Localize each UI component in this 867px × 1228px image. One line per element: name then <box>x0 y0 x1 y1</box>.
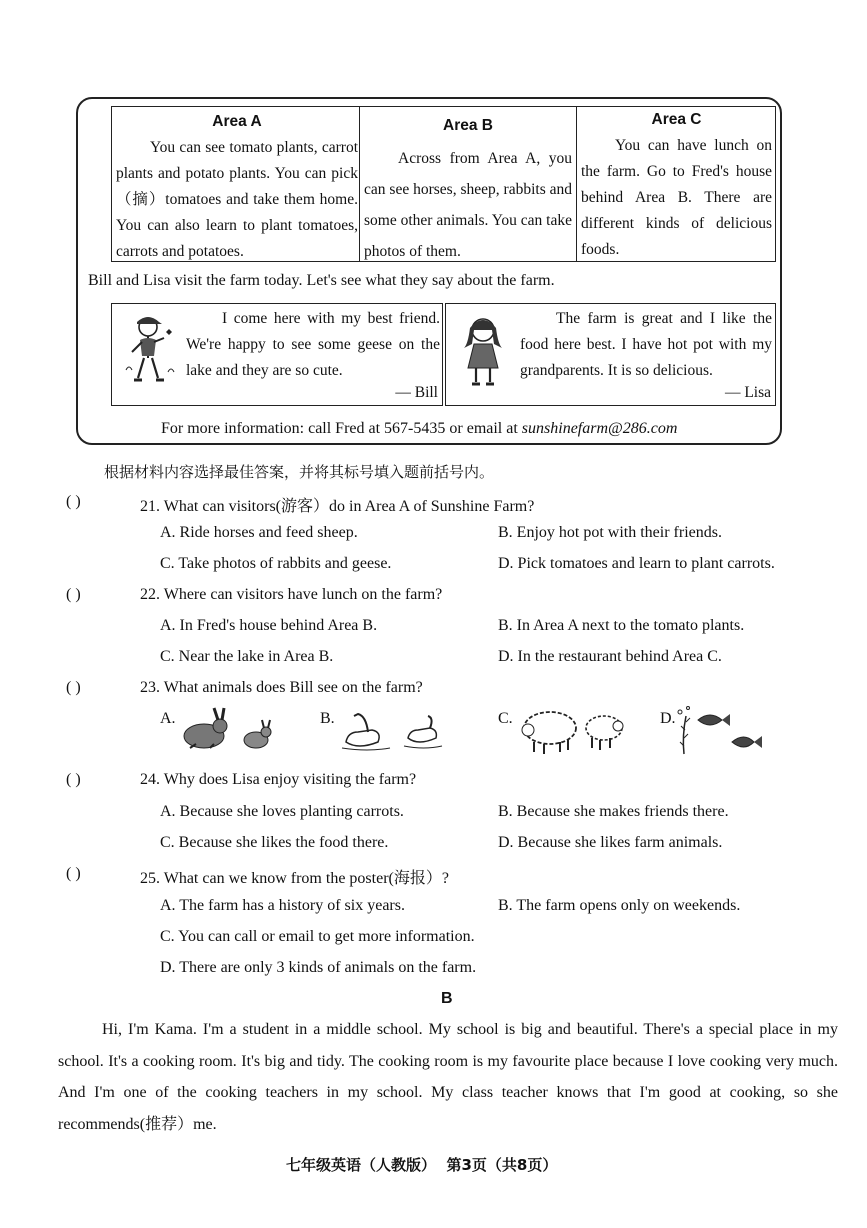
area-c-cell <box>581 107 772 261</box>
area-c-body: You can have lunch on the farm. Go to Fred's house behind Area B. There are different kinds of delicious foods. <box>581 137 772 258</box>
option-22b: B. In Area A next to the tomato plants. <box>498 617 745 634</box>
section-b-heading: B <box>441 990 453 1007</box>
poster-intro: Bill and Lisa visit the farm today. Let's see what they say about the farm. <box>88 272 555 289</box>
section-b-paragraph: Hi, I'm Kama. I'm a student in a middle school. My school is big and beautiful. There's a special place in my school. It's a cooking room. It's big and tidy. The cooking room is my favourite place because I love cooking very much. And I'm one of the cooking teachers in my school. My class teacher knows that I'm good at cooking, so she recommends(推荐）me. <box>58 1021 838 1133</box>
answer-bracket-25[interactable]: ( ) <box>66 865 81 882</box>
option-25c: C. You can call or email to get more information. <box>160 928 475 945</box>
option-21c: C. Take photos of rabbits and geese. <box>160 555 392 572</box>
option-25b: B. The farm opens only on weekends. <box>498 897 741 914</box>
answer-bracket-22[interactable]: ( ) <box>66 586 81 603</box>
lisa-quote-box <box>445 303 776 406</box>
option-22c: C. Near the lake in Area B. <box>160 648 334 665</box>
geese-image <box>338 706 448 752</box>
option-21d: D. Pick tomatoes and learn to plant carrots. <box>498 555 775 572</box>
bill-signature: — Bill <box>395 384 438 401</box>
question-22: 22. Where can visitors have lunch on the farm? <box>140 586 443 603</box>
option-23b-label: B. <box>320 710 335 727</box>
option-24c: C. Because she likes the food there. <box>160 834 389 851</box>
lisa-signature: — Lisa <box>724 384 771 401</box>
option-23a-label: A. <box>160 710 176 727</box>
option-24a: A. Because she loves planting carrots. <box>160 803 404 820</box>
poster-contact <box>161 420 677 438</box>
areas-table <box>111 106 776 262</box>
contact-email: sunshinefarm@286.com <box>521 420 678 437</box>
bill-quote-box <box>111 303 443 406</box>
area-b-cell <box>364 107 572 261</box>
lisa-illustration <box>458 310 508 390</box>
lisa-quote-text: The farm is great and I like the food here best. I have hot pot with my grandparents. It is so delicious. <box>520 310 772 379</box>
question-24: 24. Why does Lisa enjoy visiting the farm? <box>140 771 417 788</box>
bill-quote-text: I come here with my best friend. We're happy to see some geese on the lake and they are so cute. <box>186 310 440 379</box>
contact-text: For more information: call Fred at 567-5435 or email at <box>161 420 518 437</box>
sheep-image <box>516 706 628 756</box>
option-23c-label: C. <box>498 710 513 727</box>
instruction: 根据材料内容选择最佳答案，并将其标号填入题前括号内。 <box>104 463 495 481</box>
option-25d: D. There are only 3 kinds of animals on the farm. <box>160 959 477 976</box>
page-footer: 七年级英语（人教版） 第3页（共8页） <box>286 1156 558 1174</box>
option-24b: B. Because she makes friends there. <box>498 803 729 820</box>
question-25: 25. What can we know from the poster(海报）? <box>140 870 449 887</box>
option-22a: A. In Fred's house behind Area B. <box>160 617 378 634</box>
area-b-body: Across from Area A, you can see horses, sheep, rabbits and some other animals. You can take photos of them. <box>364 150 572 260</box>
area-a-title: Area A <box>212 113 262 130</box>
option-22d: D. In the restaurant behind Area C. <box>498 648 722 665</box>
answer-bracket-23[interactable]: ( ) <box>66 679 81 696</box>
area-b-title: Area B <box>443 117 493 134</box>
area-c-title: Area C <box>651 111 702 128</box>
area-a-body: You can see tomato plants, carrot plants and potato plants. You can pick（摘）tomatoes and take them home. You can also learn to plant tomatoes, carrots and potatoes. <box>116 139 358 260</box>
option-24d: D. Because she likes farm animals. <box>498 834 723 851</box>
question-21: 21. What can visitors(游客）do in Area A of Sunshine Farm? <box>140 498 535 515</box>
area-divider <box>359 107 360 261</box>
option-25a: A. The farm has a history of six years. <box>160 897 405 914</box>
area-divider <box>576 107 577 261</box>
rabbits-image <box>178 706 274 752</box>
bill-illustration <box>122 310 178 388</box>
fish-image <box>676 706 762 756</box>
option-21b: B. Enjoy hot pot with their friends. <box>498 524 722 541</box>
answer-bracket-21[interactable]: ( ) <box>66 493 81 510</box>
option-23d-label: D. <box>660 710 676 727</box>
option-21a: A. Ride horses and feed sheep. <box>160 524 358 541</box>
area-a-cell <box>116 107 358 261</box>
answer-bracket-24[interactable]: ( ) <box>66 771 81 788</box>
question-23: 23. What animals does Bill see on the farm? <box>140 679 423 696</box>
